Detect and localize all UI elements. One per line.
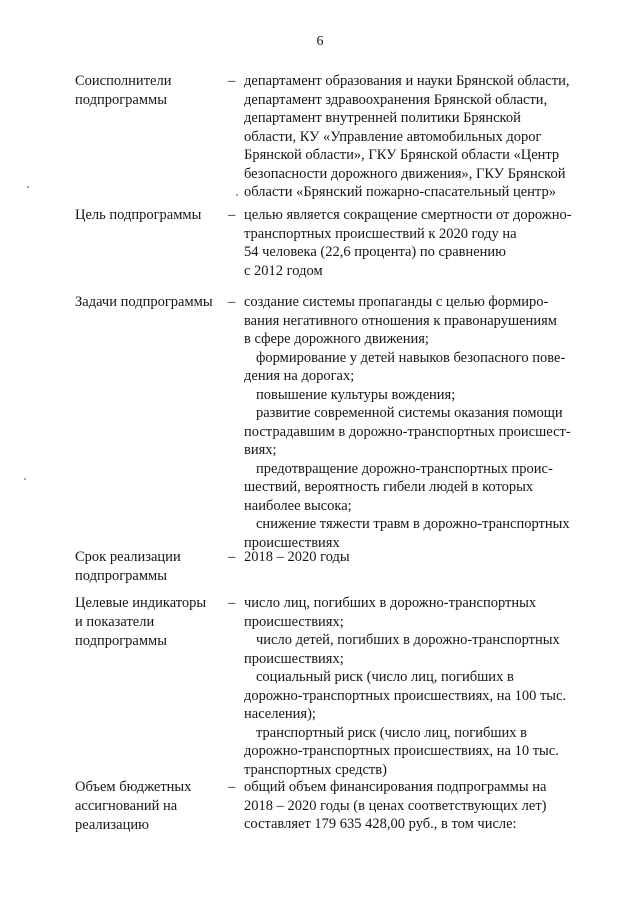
label-line: подпрограммы [75,633,167,649]
value-line: 54 человека (22,6 процента) по сравнению [244,244,507,260]
label-line: Срок реализации [75,549,181,565]
value-line: шествий, вероятность гибели людей в которых [244,479,534,495]
row-value [244,206,594,280]
label-line: Соисполнители [75,73,172,89]
row-label [75,206,225,225]
value-line: транспортный риск (число лиц, погибших в [256,724,527,741]
value-line: департамент здравоохранения Брянской области, [244,91,548,108]
row-value [244,72,594,202]
label-line: Задачи подпрограммы [75,294,213,310]
value-line: число детей, погибших в дорожно-транспортных [256,632,560,648]
label-line: Объем бюджетных [75,779,192,795]
value-line: 2018 – 2020 годы [244,549,350,565]
value-line: происшествиях [244,534,340,551]
value-line: пострадавшим в дорожно-транспортных происшест- [244,423,571,440]
row-dash: – [228,207,236,223]
row-dash: – [228,779,236,795]
value-line: в сфере дорожного движения; [244,331,429,347]
row-value [244,778,594,834]
label-line: подпрограммы [75,568,167,584]
page-number: 6 [316,34,324,49]
value-line: дорожно-транспортных происшествиях, на 10 тыс. [244,743,559,759]
value-line: с 2012 годом [244,262,323,279]
row-label [75,778,225,835]
row-value [244,548,594,567]
value-line: происшествиях; [244,650,344,667]
row-dash: – [228,549,236,565]
value-line: развитие современной системы оказания помощи [256,405,563,421]
scan-speck [24,478,26,480]
label-line: подпрограммы [75,92,167,108]
value-line: виях; [244,442,277,458]
scan-speck [27,186,29,188]
value-line: целью является сокращение смертности от дорожно- [244,207,572,223]
row-label [75,293,225,312]
value-line: происшествиях; [244,613,344,630]
value-line: транспортных средств) [244,761,387,778]
row-value [244,293,594,552]
value-line: транспортных происшествий к 2020 году на [244,225,517,242]
value-line: общий объем финансирования подпрограммы на [244,779,547,795]
value-line: области, КУ «Управление автомобильных дорог [244,128,542,145]
value-line: департамент образования и науки Брянской области, [244,73,570,89]
value-line: социальный риск (число лиц, погибших в [256,669,514,685]
value-line: составляет 179 635 428,00 руб., в том числе: [244,816,517,832]
value-line: области «Брянский пожарно-спасательный центр» [244,184,556,200]
row-dash: – [228,595,236,611]
value-line: создание системы пропаганды с целью формиро- [244,294,549,310]
label-line: ассигнований на [75,798,178,814]
value-line: наиболее высока; [244,497,352,514]
row-dash: – [228,294,236,310]
value-line: снижение тяжести травм в дорожно-транспортных [256,516,570,532]
value-line: число лиц, погибших в дорожно-транспортных [244,595,537,611]
row-label [75,72,225,110]
label-line: Цель подпрограммы [75,207,202,223]
value-line: населения); [244,706,316,722]
value-line: вания негативного отношения к правонарушениям [244,312,557,329]
value-line: формирование у детей навыков безопасного пове- [256,349,566,366]
row-dash: – [228,73,236,89]
label-line: реализацию [75,817,149,833]
value-line: дения на дорогах; [244,368,355,384]
row-label [75,548,225,586]
value-line: предотвращение дорожно-транспортных проис- [256,460,553,477]
row-label [75,594,225,651]
value-line: безопасности дорожного движения», ГКУ Брянской [244,165,566,182]
value-line: Брянской области», ГКУ Брянской области «Центр [244,147,560,163]
row-value [244,594,594,779]
scan-speck [236,194,238,196]
label-line: Целевые индикаторы [75,595,207,611]
value-line: дорожно-транспортных происшествиях, на 100 тыс. [244,687,567,704]
value-line: 2018 – 2020 годы (в ценах соответствующих лет) [244,797,547,814]
value-line: повышение культуры вождения; [256,386,456,403]
label-line: и показатели [75,614,155,630]
value-line: департамент внутренней политики Брянской [244,110,521,126]
